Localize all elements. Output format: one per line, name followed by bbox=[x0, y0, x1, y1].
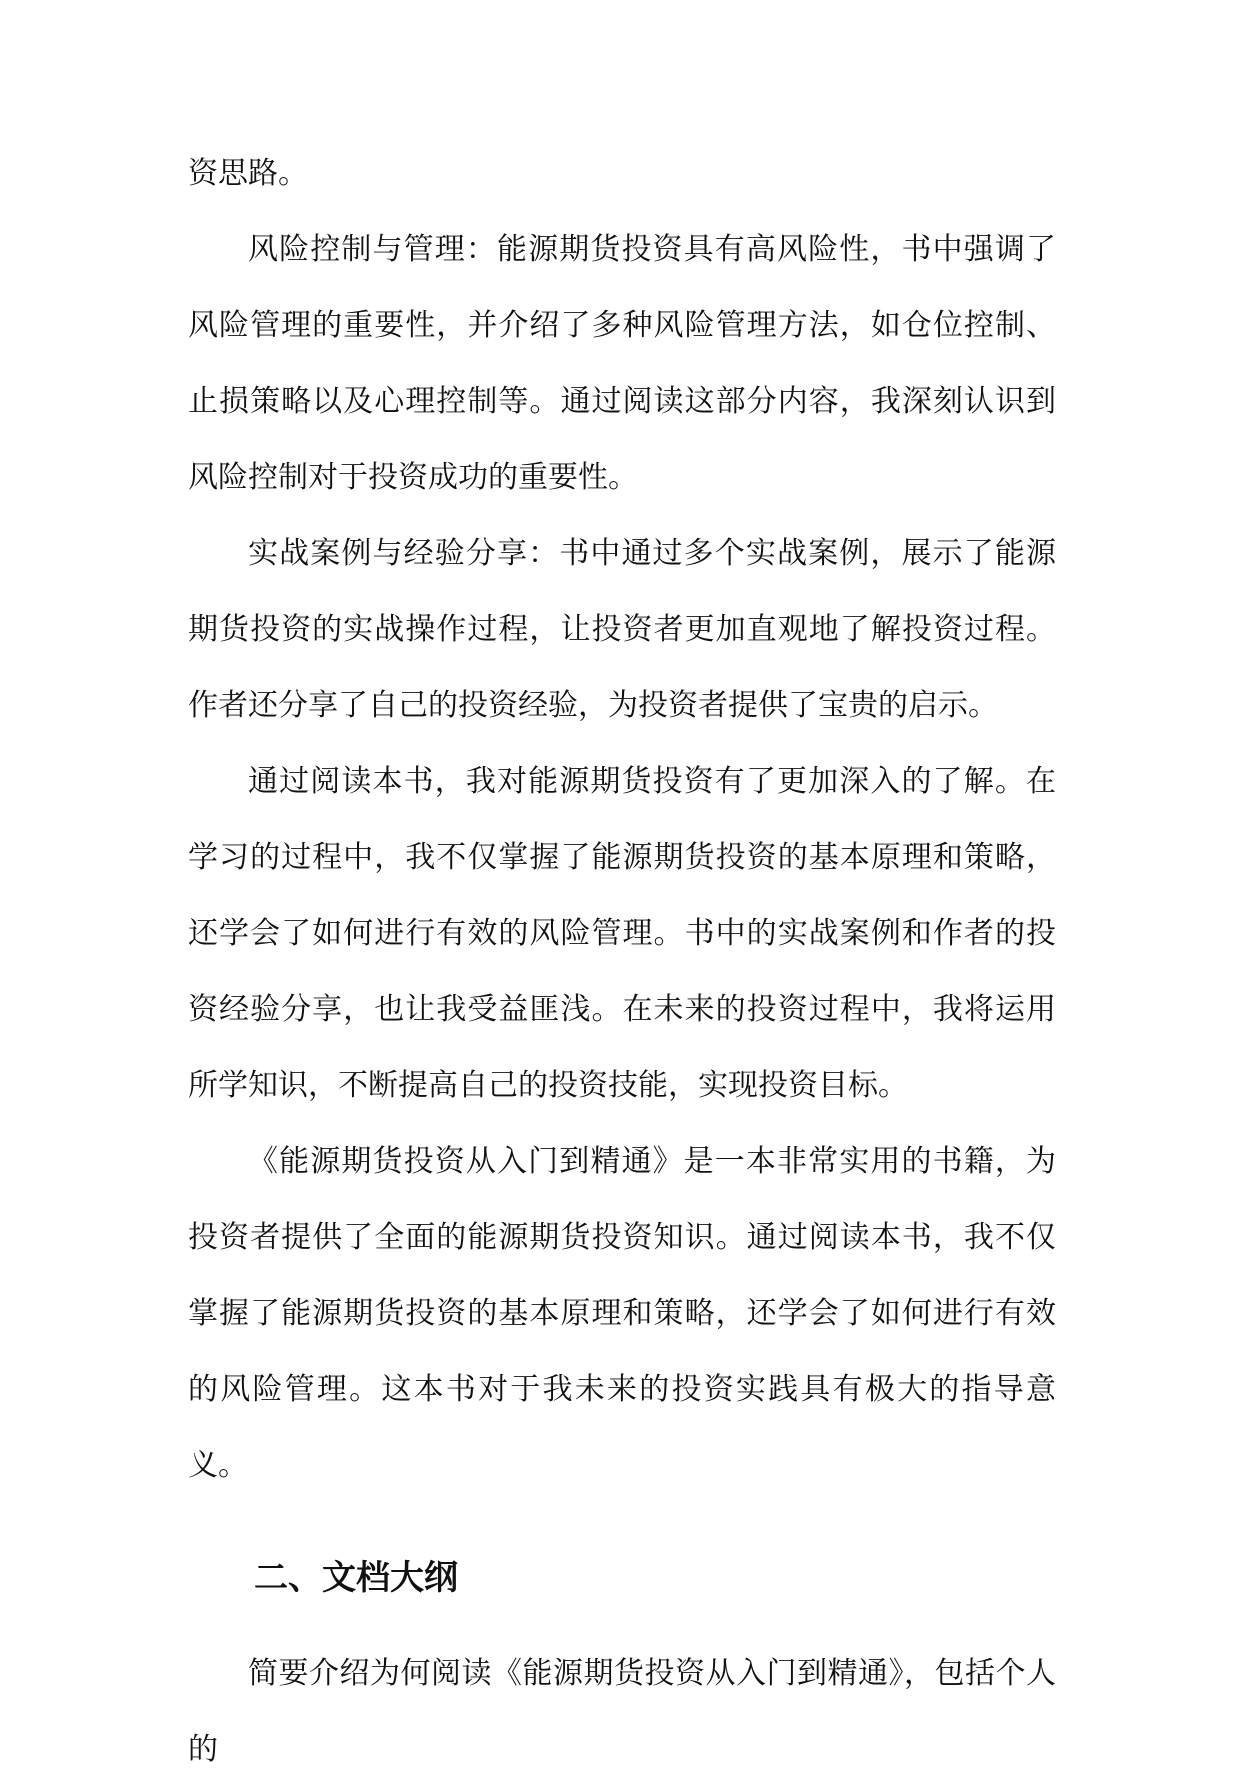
case-study-paragraph: 实战案例与经验分享：书中通过多个实战案例，展示了能源期货投资的实战操作过程，让投资者更加直观地了解投资过程。作者还分享了自己的投资经验，为投资者提供了宝贵的启示。 bbox=[188, 536, 1056, 723]
section-heading-outline: 二、文档大纲 bbox=[254, 1558, 458, 1598]
reading-reflection-paragraph: 通过阅读本书，我对能源期货投资有了更加深入的了解。在学习的过程中，我不仅掌握了能源期货投资的基本原理和策略，还学会了如何进行有效的风险管理。书中的实战案例和作者的投资经验分享，也让我受益匪浅。在未来的投资过程中，我将运用所学知识，不断提高自己的投资技能，实现投资目标。 bbox=[188, 764, 1056, 1103]
continuation-paragraph: 资思路。 bbox=[188, 156, 308, 191]
document-body bbox=[188, 136, 1056, 1788]
outline-intro-paragraph: 简要介绍为何阅读《能源期货投资从入门到精通》，包括个人的 bbox=[188, 1656, 1056, 1767]
book-summary-paragraph: 《能源期货投资从入门到精通》是一本非常实用的书籍，为投资者提供了全面的能源期货投资知识。通过阅读本书，我不仅掌握了能源期货投资的基本原理和策略，还学会了如何进行有效的风险管理。这本书对于我未来的投资实践具有极大的指导意义。 bbox=[188, 1144, 1056, 1483]
risk-management-paragraph: 风险控制与管理：能源期货投资具有高风险性，书中强调了风险管理的重要性，并介绍了多种风险管理方法，如仓位控制、止损策略以及心理控制等。通过阅读这部分内容，我深刻认识到风险控制对于投资成功的重要性。 bbox=[188, 232, 1056, 495]
